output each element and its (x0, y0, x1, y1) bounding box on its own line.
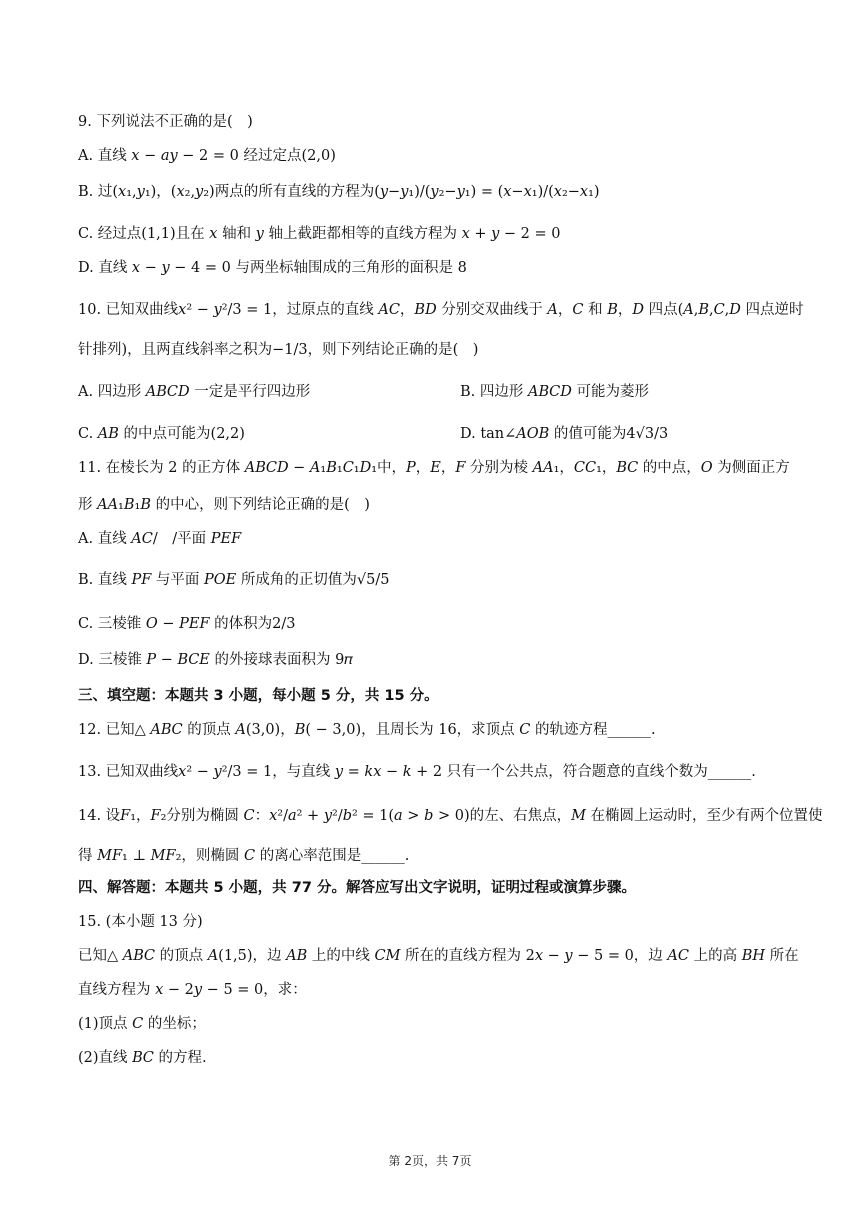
q11-option-a: A. 直线 𝐴𝐶/ /平面 𝑃𝐸𝐹 (78, 531, 242, 547)
q9-option-d: D. 直线 𝑥 − 𝑦 − 4 = 0 与两坐标轴围成的三角形的面积是 8 (78, 260, 467, 276)
q9-option-b: B. 过(𝑥₁,𝑦₁)，(𝑥₂,𝑦₂)两点的所有直线的方程为(𝑦−𝑦₁)/(𝑦₂−𝑦₁) = (𝑥−𝑥₁)/(𝑥₂−𝑥₁) (78, 184, 600, 200)
page-footer: 第 2页，共 7页 (388, 1154, 472, 1168)
q10-options-row1 (78, 382, 782, 402)
q15-stem-line1: 已知△ 𝐴𝐵𝐶 的顶点 𝐴(1,5)，边 𝐴𝐵 上的中线 𝐶𝑀 所在的直线方程为 2𝑥 − 𝑦 − 5 = 0，边 𝐴𝐶 上的高 𝐵𝐻 所在 (78, 948, 799, 964)
section-4-heading: 四、解答题：本题共 5 小题，共 77 分。解答应写出文字说明，证明过程或演算步骤。 (78, 880, 636, 896)
q15-stem-line2: 直线方程为 𝑥 − 2𝑦 − 5 = 0，求： (78, 982, 307, 998)
q15-part1: (1)顶点 𝐶 的坐标； (78, 1016, 206, 1032)
q11-stem-line1: 11. 在棱长为 2 的正方体 𝐴𝐵𝐶𝐷 − 𝐴₁𝐵₁𝐶₁𝐷₁中，𝑃，𝐸，𝐹 分别为棱 𝐴𝐴₁，𝐶𝐶₁，𝐵𝐶 的中点，𝑂 为侧面正方 (78, 460, 790, 476)
q11-option-c: C. 三棱锥 𝑂 − 𝑃𝐸𝐹 的体积为2/3 (78, 616, 296, 632)
q14-line1: 14. 设𝐹₁，𝐹₂分别为椭圆 𝐶：𝑥²/𝑎² + 𝑦²/𝑏² = 1(𝑎 > 𝑏 > 0)的左、右焦点，𝑀 在椭圆上运动时，至少有两个位置使 (78, 808, 823, 824)
q11-stem-line2: 形 𝐴𝐴₁𝐵₁𝐵 的中心，则下列结论正确的是( ) (78, 497, 370, 513)
q10-options-row2 (78, 424, 782, 444)
q10-stem-line1: 10. 已知双曲线𝑥² − 𝑦²/3 = 1，过原点的直线 𝐴𝐶，𝐵𝐷 分别交双曲线于 𝐴，𝐶 和 𝐵，𝐷 四点(𝐴,𝐵,𝐶,𝐷 四点逆时 (78, 302, 804, 318)
q9-option-c: C. 经过点(1,1)且在 𝑥 轴和 𝑦 轴上截距都相等的直线方程为 𝑥 + 𝑦 − 2 = 0 (78, 226, 561, 242)
q10-stem-line2: 针排列)，且两直线斜率之积为−1/3，则下列结论正确的是( ) (78, 342, 479, 358)
q10-option-b: B. 四边形 𝐴𝐵𝐶𝐷 可能为菱形 (460, 384, 649, 400)
q10-option-a: A. 四边形 𝐴𝐵𝐶𝐷 一定是平行四边形 (78, 384, 311, 400)
q15-part2: (2)直线 𝐵𝐶 的方程. (78, 1050, 207, 1066)
q11-option-b: B. 直线 𝑃𝐹 与平面 𝑃𝑂𝐸 所成角的正切值为√5/5 (78, 572, 390, 588)
q10-option-c: C. 𝐴𝐵 的中点可能为(2,2) (78, 426, 245, 442)
q12: 12. 已知△ 𝐴𝐵𝐶 的顶点 𝐴(3,0)，𝐵( − 3,0)，且周长为 16，求顶点 𝐶 的轨迹方程______. (78, 722, 656, 738)
q10-option-d: D. tan∠𝐴𝑂𝐵 的值可能为4√3/3 (460, 426, 669, 442)
q11-option-d: D. 三棱锥 𝑃 − 𝐵𝐶𝐸 的外接球表面积为 9𝜋 (78, 652, 353, 668)
q9-stem: 9. 下列说法不正确的是( ) (78, 114, 253, 130)
q14-line2: 得 𝑀𝐹₁ ⊥ 𝑀𝐹₂，则椭圆 𝐶 的离心率范围是______. (78, 848, 410, 864)
q9-option-a: A. 直线 𝑥 − 𝑎𝑦 − 2 = 0 经过定点(2,0) (78, 148, 336, 164)
section-3-heading: 三、填空题：本题共 3 小题，每小题 5 分，共 15 分。 (78, 688, 439, 704)
q13: 13. 已知双曲线𝑥² − 𝑦²/3 = 1，与直线 𝑦 = 𝑘𝑥 − 𝑘 + 2 只有一个公共点，符合题意的直线个数为______. (78, 764, 756, 780)
q15-header: 15. (本小题 13 分) (78, 914, 203, 930)
